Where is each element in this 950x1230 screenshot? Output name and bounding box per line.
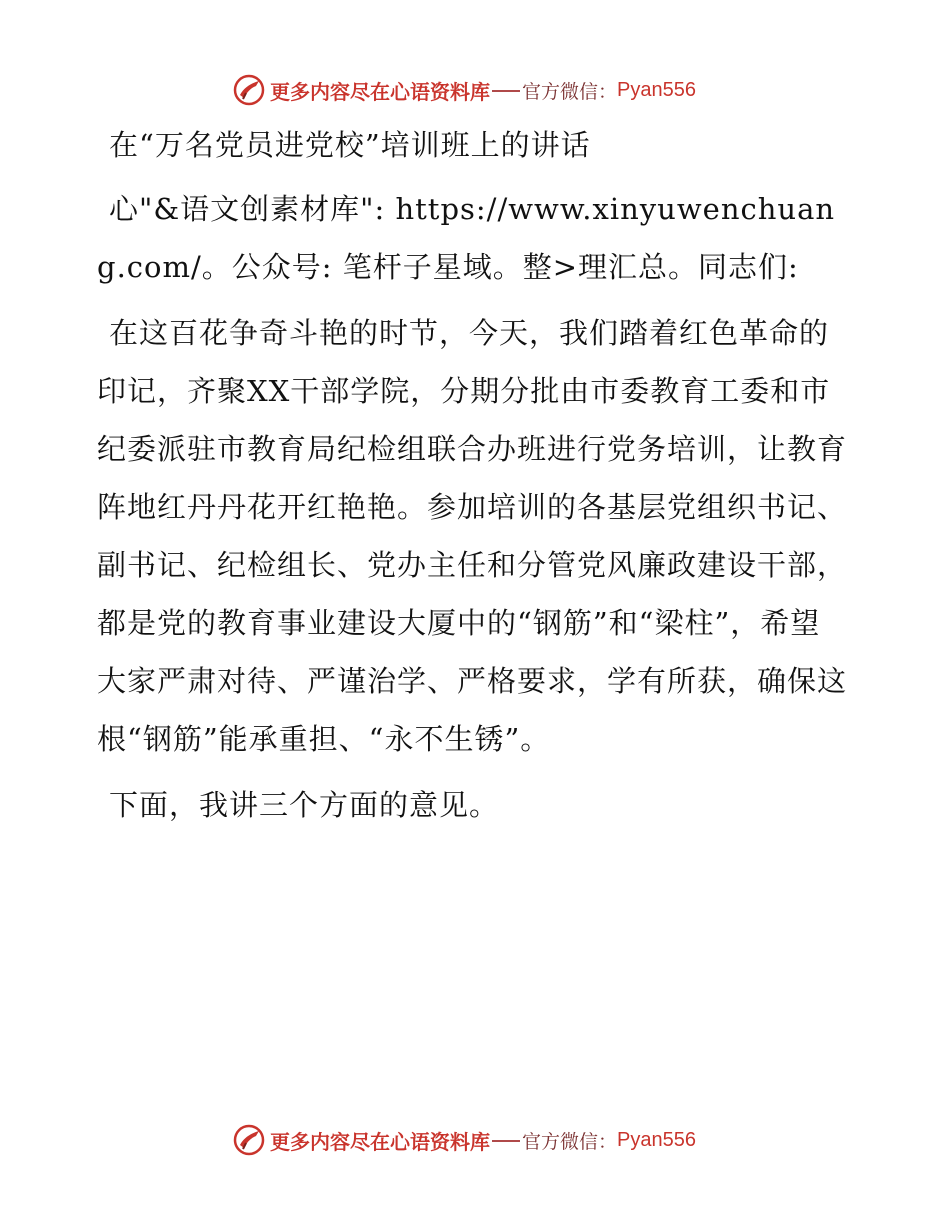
header-watermark-banner xyxy=(232,72,712,108)
banner-main-text: 更多内容尽在心语资料库 xyxy=(270,1129,490,1154)
paragraph-main: 在这百花争奇斗艳的时节，今天，我们踏着红色革命的印记，齐聚XX干部学院，分期分批由市委教育工委和市纪委派驻市教育局纪检组联合办班进行党务培训，让教育阵地红丹丹花开红艳艳。参加培训的各基层党组织书记、副书记、纪检组长、党办主任和分管党风廉政建设干部，都是党的教育事业建设大厦中的“钢筋”和“梁柱”，希望大家严肃对待、严谨治学、严格要求，学有所获，确保这根“钢筋”能承重担、“永不生锈”。 xyxy=(97,316,848,756)
pen-circle-logo-icon xyxy=(232,1123,266,1157)
paragraph-closing: 下面，我讲三个方面的意见。 xyxy=(109,788,500,822)
banner-dash xyxy=(492,1140,520,1142)
banner-wechat-id: Pyan556 xyxy=(617,78,696,101)
banner-suffix-text: 官方微信： xyxy=(522,1130,618,1153)
banner-wechat-id: Pyan556 xyxy=(617,1128,696,1151)
paragraph-intro: 心"&语文创素材库": https://www.xinyuwenchuang.com/。公众号: 笔杆子星域。整>理汇总。同志们: xyxy=(97,192,836,284)
banner-main-text: 更多内容尽在心语资料库 xyxy=(270,79,490,104)
document-title: 在“万名党员进党校”培训班上的讲话 xyxy=(109,128,591,162)
pen-circle-logo-icon xyxy=(232,73,266,107)
banner-dash xyxy=(492,90,520,92)
footer-watermark-banner xyxy=(232,1122,712,1158)
banner-suffix-text: 官方微信： xyxy=(522,80,618,103)
document-body xyxy=(97,116,849,834)
